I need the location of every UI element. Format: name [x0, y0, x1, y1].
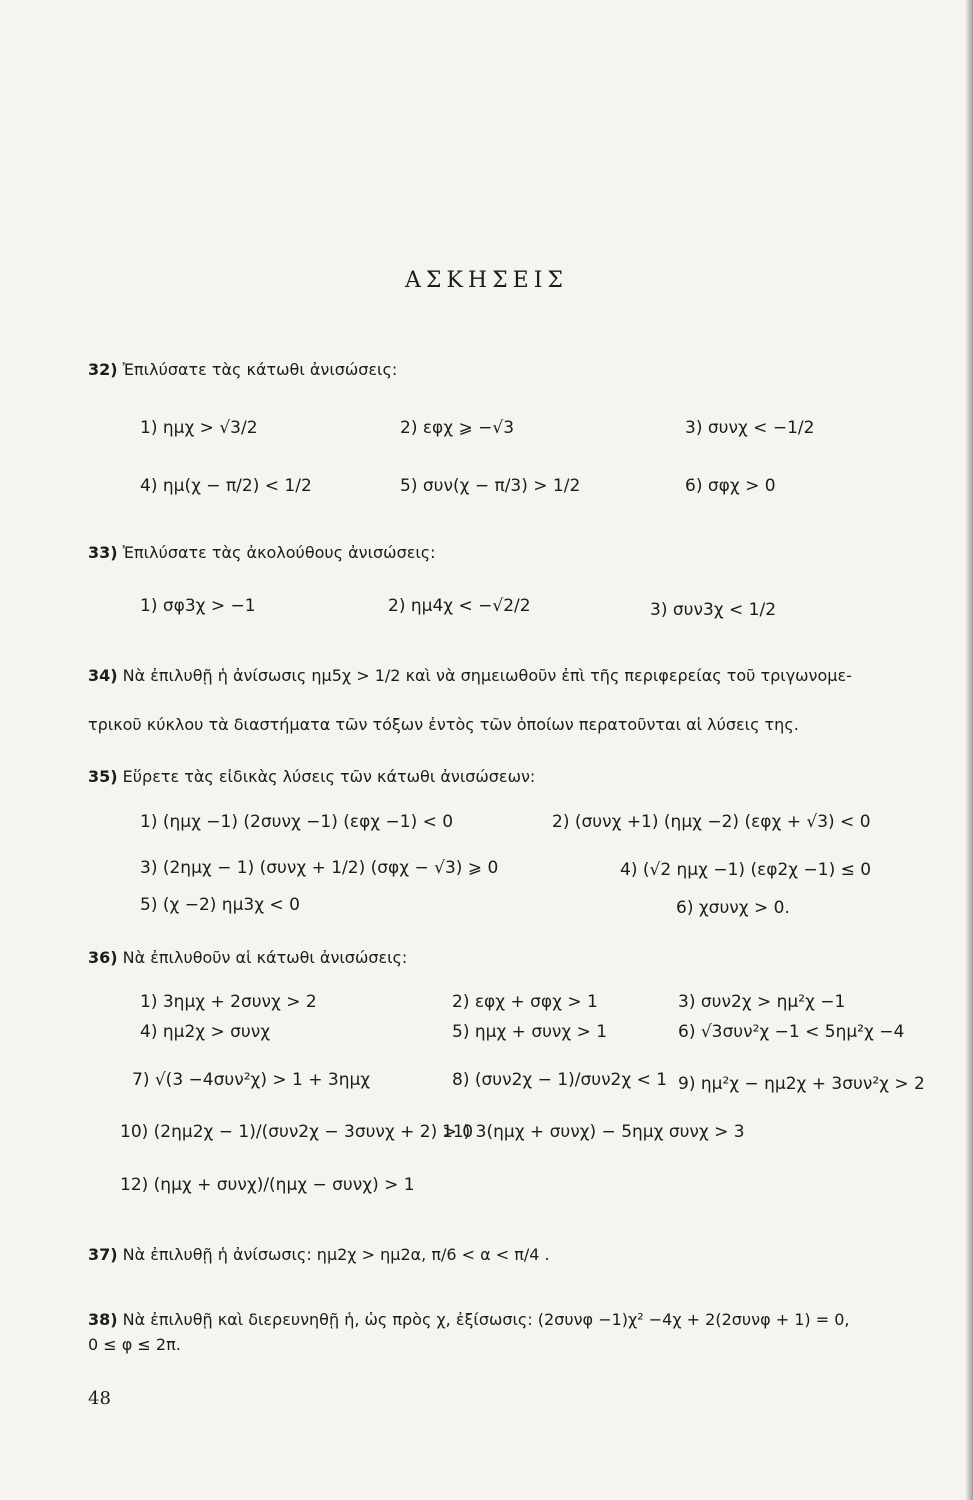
ex33-item-3: 3) συν3χ < 1/2 — [650, 600, 777, 620]
exercise-35-heading — [88, 767, 535, 786]
exercise-number: 37) — [88, 1245, 118, 1264]
ex35-item-1: 1) (ημχ −1) (2συνχ −1) (εφχ −1) < 0 — [140, 812, 454, 832]
ex36-item-8: 8) (συν2χ − 1)/συν2χ < 1 — [452, 1070, 668, 1090]
ex33-item-1: 1) σφ3χ > −1 — [140, 596, 256, 616]
page-number: 48 — [88, 1388, 111, 1409]
ex32-item-3: 3) συνχ < −1/2 — [685, 418, 815, 438]
exercise-36-heading — [88, 948, 407, 967]
ex36-item-1: 1) 3ημχ + 2συνχ > 2 — [140, 992, 317, 1012]
ex36-item-10: 10) (2ημ2χ − 1)/(συν2χ − 3συνχ + 2) > 0 — [120, 1122, 474, 1142]
exercise-instruction: Εὕρετε τὰς εἰδικὰς λύσεις τῶν κάτωθι ἀνισώσεων: — [122, 767, 536, 786]
ex35-item-3: 3) (2ημχ − 1) (συνχ + 1/2) (σφχ − √3) ⩾ 0 — [140, 858, 499, 878]
ex36-item-4: 4) ημ2χ > συνχ — [140, 1022, 271, 1042]
ex32-item-2: 2) εφχ ⩾ −√3 — [400, 418, 515, 438]
exercise-37 — [88, 1245, 550, 1264]
exercise-instruction: Ἐπιλύσατε τὰς κάτωθι ἀνισώσεις: — [122, 360, 398, 379]
exercise-number: 32) — [88, 360, 118, 379]
exercise-instruction: Νὰ ἐπιλυθοῦν αἱ κάτωθι ἀνισώσεις: — [122, 948, 408, 967]
exercise-text-line-1: Νὰ ἐπιλυθῇ ἡ ἀνίσωσις ημ5χ > 1/2 καὶ νὰ σημειωθοῦν ἐπὶ τῆς περιφερείας τοῦ τριγωνομε- — [122, 666, 852, 685]
exercise-text-line-1: Νὰ ἐπιλυθῇ καὶ διερευνηθῇ ἡ, ὡς πρὸς χ, ἐξίσωσις: (2συνφ −1)χ² −4χ + 2(2συνφ + 1) = 0, — [122, 1310, 850, 1329]
ex36-item-9: 9) ημ²χ − ημ2χ + 3συν²χ > 2 — [678, 1074, 925, 1094]
exercise-34 — [88, 666, 852, 685]
ex36-item-3: 3) συν2χ > ημ²χ −1 — [678, 992, 846, 1012]
ex32-item-6: 6) σφχ > 0 — [685, 476, 776, 496]
page-title: ΑΣΚΗΣΕΙΣ — [405, 268, 568, 293]
ex36-item-2: 2) εφχ + σφχ > 1 — [452, 992, 598, 1012]
exercise-number: 34) — [88, 666, 118, 685]
book-spine-shadow — [965, 0, 973, 1500]
ex36-item-7: 7) √(3 −4συν²χ) > 1 + 3ημχ — [132, 1070, 371, 1090]
ex33-item-2: 2) ημ4χ < −√2/2 — [388, 596, 531, 616]
ex36-item-5: 5) ημχ + συνχ > 1 — [452, 1022, 608, 1042]
exercise-text: Νὰ ἐπιλυθῇ ἡ ἀνίσωσις: ημ2χ > ημ2α, π/6 < α < π/4 . — [122, 1245, 550, 1264]
exercise-38-line-2: 0 ≤ φ ≤ 2π. — [88, 1335, 181, 1354]
exercise-38 — [88, 1310, 850, 1329]
exercise-34-line-2: τρικοῦ κύκλου τὰ διαστήματα τῶν τόξων ἐντὸς τῶν ὁποίων περατοῦνται αἱ λύσεις της. — [88, 715, 799, 734]
exercise-number: 33) — [88, 543, 118, 562]
exercise-number: 38) — [88, 1310, 118, 1329]
ex32-item-1: 1) ημχ > √3/2 — [140, 418, 258, 438]
exercise-number: 35) — [88, 767, 118, 786]
exercise-number: 36) — [88, 948, 118, 967]
ex36-item-11: 11) 3(ημχ + συνχ) − 5ημχ συνχ > 3 — [442, 1122, 745, 1142]
exercise-32-heading — [88, 360, 397, 379]
ex32-item-5: 5) συν(χ − π/3) > 1/2 — [400, 476, 581, 496]
exercise-instruction: Ἐπιλύσατε τὰς ἀκολούθους ἀνισώσεις: — [122, 543, 436, 562]
ex36-item-6: 6) √3συν²χ −1 < 5ημ²χ −4 — [678, 1022, 905, 1042]
ex35-item-5: 5) (χ −2) ημ3χ < 0 — [140, 895, 300, 915]
ex35-item-6: 6) χσυνχ > 0. — [676, 898, 790, 918]
ex35-item-4: 4) (√2 ημχ −1) (εφ2χ −1) ≤ 0 — [620, 860, 872, 880]
ex32-item-4: 4) ημ(χ − π/2) < 1/2 — [140, 476, 312, 496]
ex35-item-2: 2) (συνχ +1) (ημχ −2) (εφχ + √3) < 0 — [552, 812, 871, 832]
ex36-item-12: 12) (ημχ + συνχ)/(ημχ − συνχ) > 1 — [120, 1175, 415, 1195]
exercise-33-heading — [88, 543, 436, 562]
